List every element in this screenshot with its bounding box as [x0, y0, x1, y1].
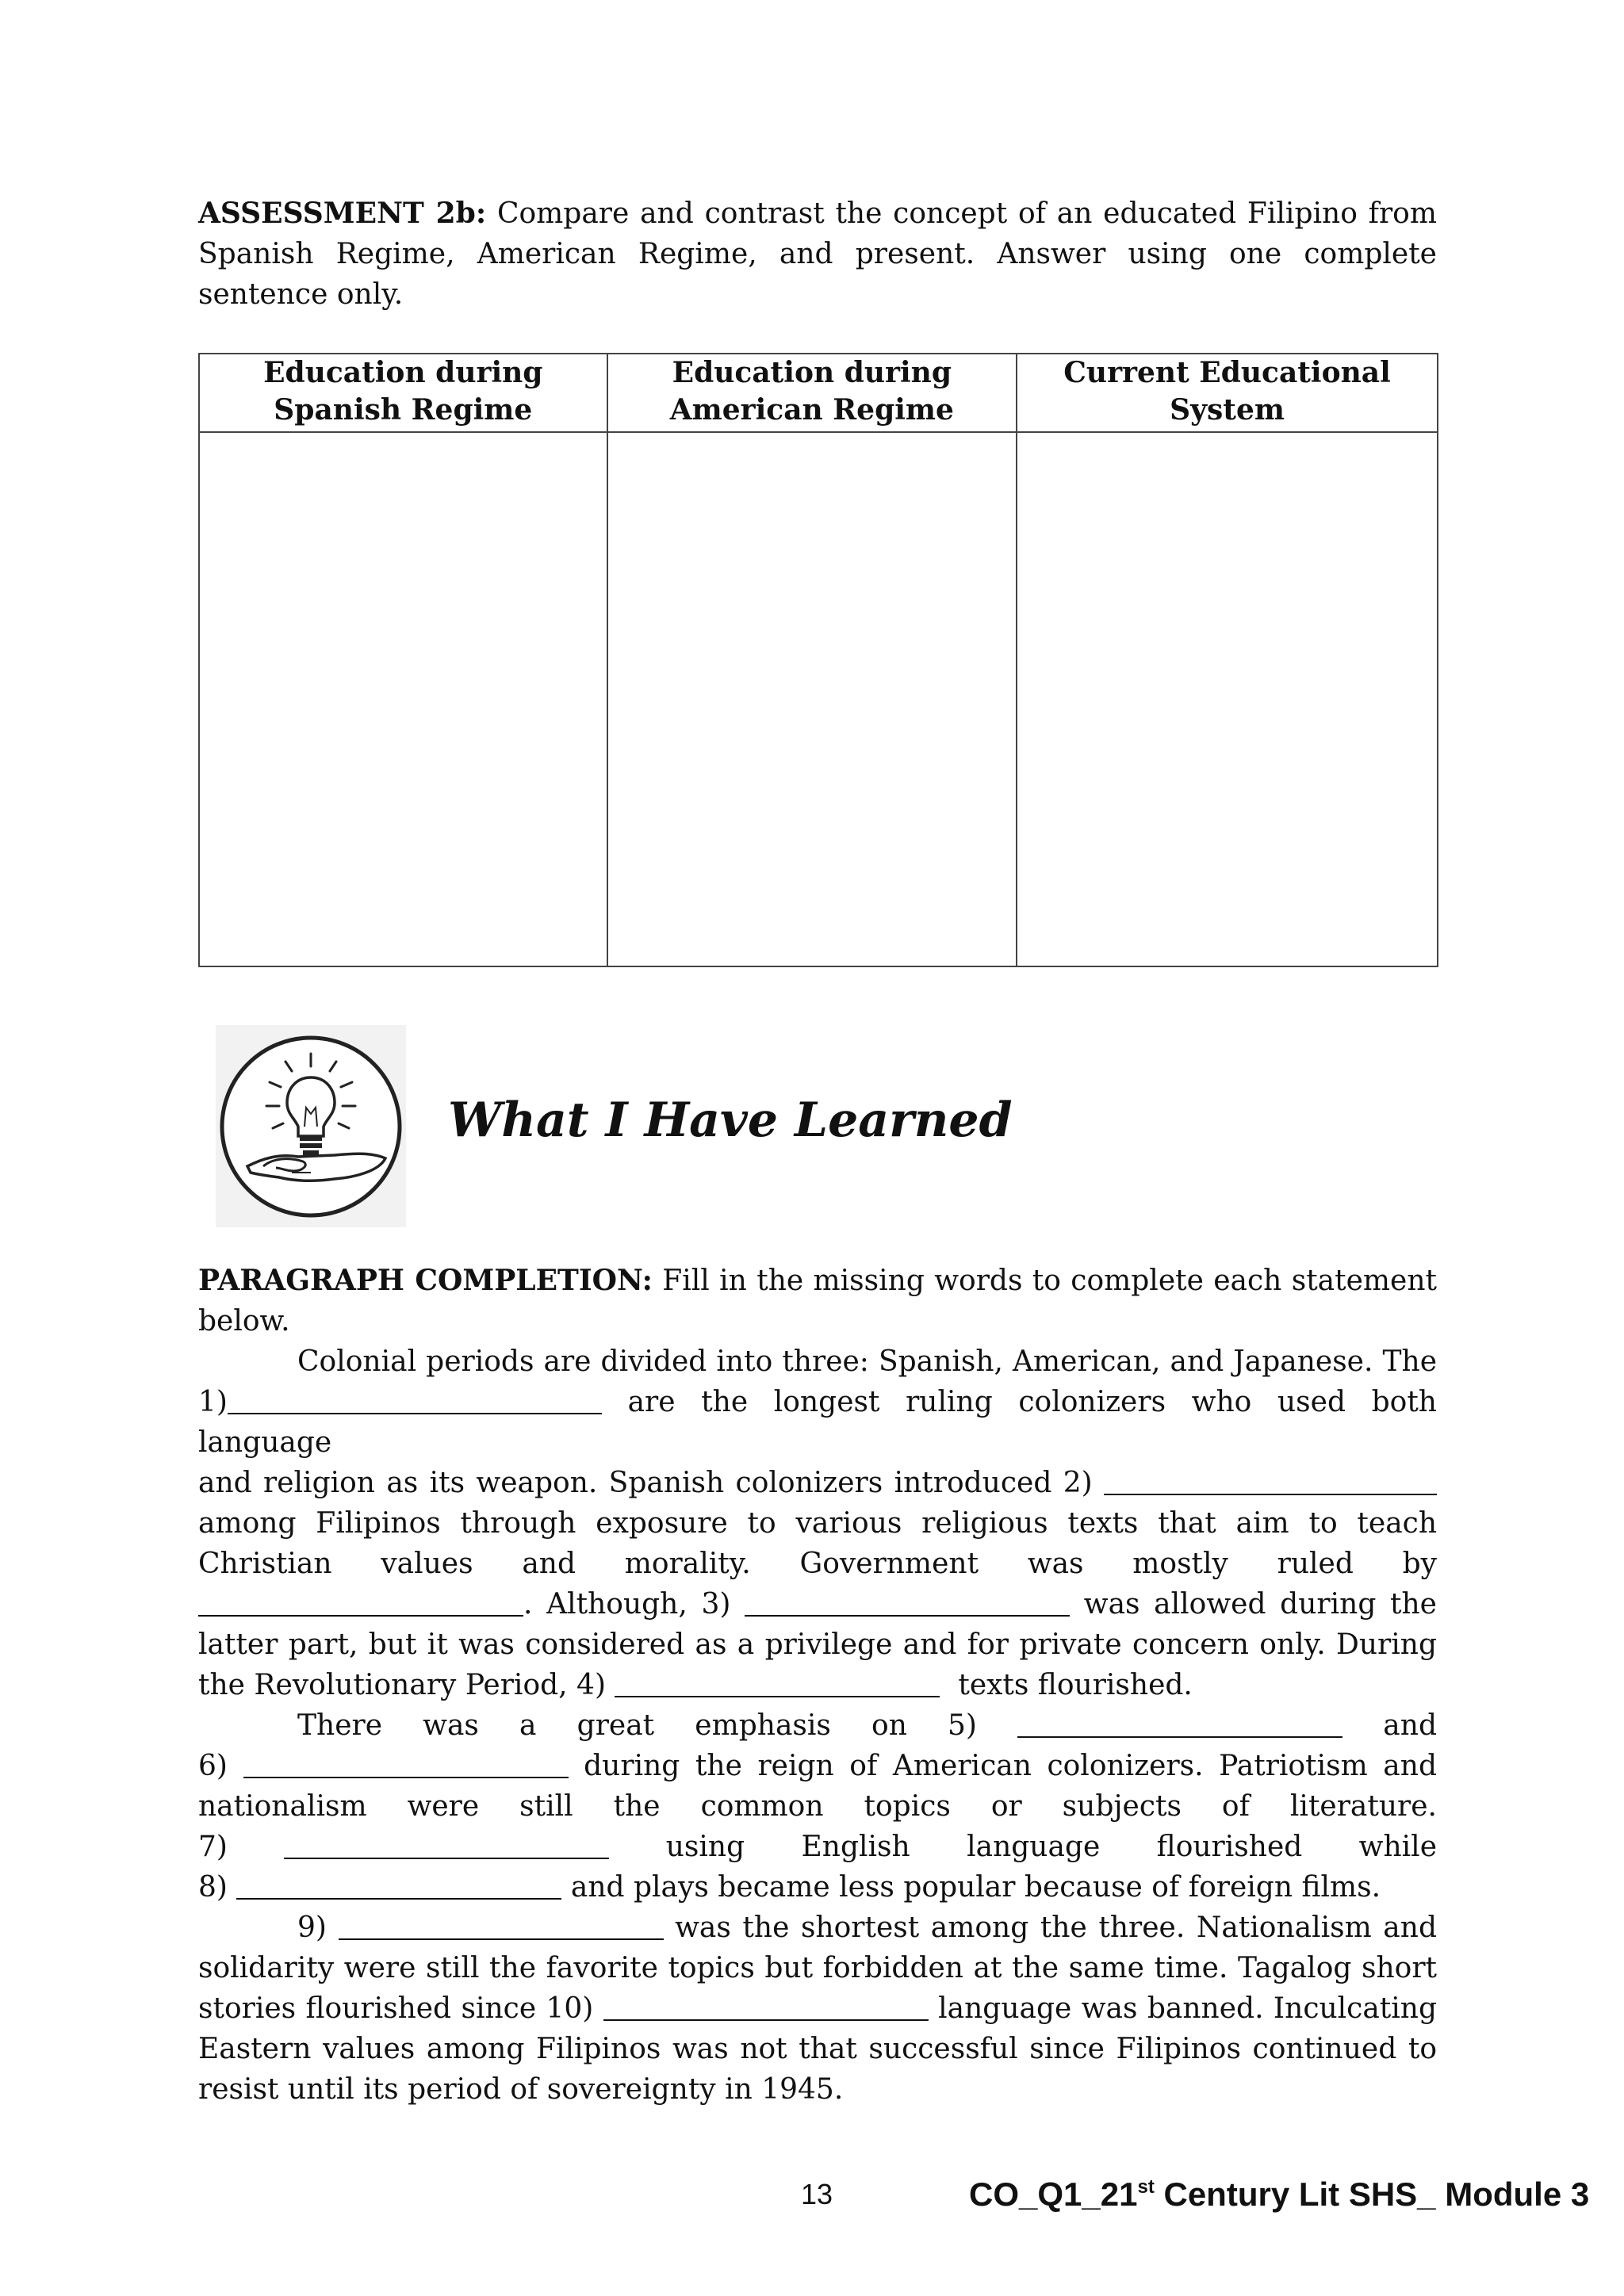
blank-4[interactable] — [615, 1666, 940, 1697]
header-american-regime: Education during American Regime — [607, 354, 1017, 432]
p1-line-3: and religion as its weapon. Spanish colonizers introduced 2) — [198, 1463, 1437, 1503]
p2-line-2: 6) during the reign of American colonizers. Patriotism and — [198, 1746, 1437, 1786]
paragraph-completion — [198, 1261, 1437, 2110]
p2-line-5: 8) and plays became less popular because of foreign films. — [198, 1867, 1437, 1908]
blank-8[interactable] — [236, 1868, 561, 1900]
instruction-line-2: below. — [198, 1305, 290, 1337]
blank-3[interactable] — [745, 1585, 1070, 1617]
p1-line-1: Colonial periods are divided into three: Spanish, American, and Japanese. The — [297, 1345, 1437, 1378]
p2-line-1: There was a great emphasis on 5) and — [198, 1705, 1437, 1746]
p2-line-3: nationalism were still the common topics or subjects of literature. — [198, 1790, 1437, 1823]
answer-cell-spanish[interactable] — [199, 432, 607, 966]
table-header-row — [199, 354, 1438, 432]
blank-10[interactable] — [603, 1989, 929, 2021]
assessment-instructions — [198, 193, 1437, 315]
assessment-label: ASSESSMENT 2b: — [198, 197, 487, 230]
assessment-line-3: sentence only. — [198, 278, 404, 311]
p1-line-8: the Revolutionary Period, 4) texts flourished. — [198, 1665, 1437, 1705]
table-answer-row — [199, 432, 1438, 966]
p3-line-4: Eastern values among Filipinos was not that successful since Filipinos continued to — [198, 2033, 1437, 2065]
p1-line-2: 1) are the longest ruling colonizers who used both language — [198, 1382, 1437, 1463]
p3-line-2: solidarity were still the favorite topics but forbidden at the same time. Tagalog short — [198, 1952, 1437, 1984]
blank-2[interactable] — [1104, 1464, 1437, 1495]
paragraph-label: PARAGRAPH COMPLETION: — [198, 1264, 653, 1297]
section-title: What I Have Learned — [448, 1093, 1013, 1148]
p3-line-1: 9) was the shortest among the three. Nationalism and — [198, 1908, 1437, 1948]
blank-1[interactable] — [228, 1383, 602, 1414]
p2-line-4: 7) using English language flourished while — [198, 1827, 1437, 1867]
blank-6[interactable] — [243, 1747, 569, 1778]
lightbulb-in-hand-icon — [216, 1025, 406, 1227]
p1-line-6: . Although, 3) was allowed during the — [198, 1584, 1437, 1624]
page-number: 13 — [801, 2178, 833, 2210]
instruction-line-1: PARAGRAPH COMPLETION: Fill in the missing words to complete each statement — [198, 1264, 1437, 1297]
p3-line-3: stories flourished since 10) language was banned. Inculcating — [198, 1988, 1437, 2029]
p1-line-5: Christian values and morality. Government was mostly ruled by — [198, 1548, 1437, 1580]
p1-line-7: latter part, but it was considered as a privilege and for private concern only. During — [198, 1628, 1437, 1661]
blank-7[interactable] — [284, 1827, 609, 1859]
p1-line-4: among Filipinos through exposure to various religious texts that aim to teach — [198, 1507, 1437, 1540]
blank-government[interactable] — [198, 1585, 523, 1617]
comparison-table — [198, 353, 1438, 967]
assessment-line-2: Spanish Regime, American Regime, and present. Answer using one complete — [198, 238, 1437, 270]
module-code: CO_Q1_21st Century Lit SHS_ Module 3 — [969, 2175, 1590, 2213]
blank-5[interactable] — [1017, 1706, 1342, 1738]
p3-line-5: resist until its period of sovereignty in 1945. — [198, 2073, 844, 2106]
header-spanish-regime: Education during Spanish Regime — [199, 354, 607, 432]
blank-9[interactable] — [339, 1908, 664, 1940]
assessment-line-1: ASSESSMENT 2b: Compare and contrast the concept of an educated Filipino from — [198, 197, 1437, 230]
answer-cell-current[interactable] — [1017, 432, 1438, 966]
header-current-system: Current Educational System — [1017, 354, 1438, 432]
answer-cell-american[interactable] — [607, 432, 1017, 966]
